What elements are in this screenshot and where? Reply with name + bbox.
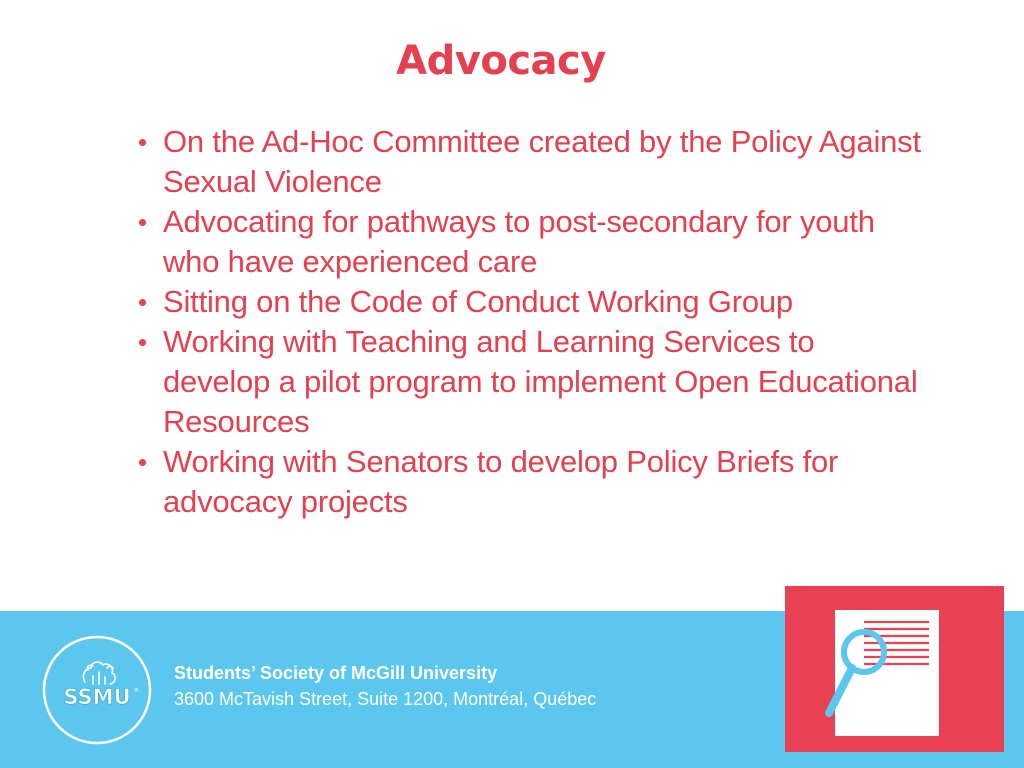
bullet-point-icon [139,139,146,146]
bullet-text: Working with Teaching and Learning Services to develop a pilot program to implement Open Educational Resources [163,324,918,439]
bullet-text: On the Ad-Hoc Committee created by the Policy Against Sexual Violence [163,124,921,199]
bullet-text: Sitting on the Code of Conduct Working Group [163,284,793,319]
org-name: Students’ Society of McGill University [174,663,498,683]
bullet-item [136,202,926,282]
bullet-item [136,122,926,202]
bullet-list [136,122,926,522]
bullet-item [136,442,926,522]
org-address: 3600 McTavish Street, Suite 1200, Montréal, Québec [174,689,597,709]
logo-text: SSMU [63,685,131,709]
bullet-text: Working with Senators to develop Policy Briefs for advocacy projects [163,444,839,519]
bullet-point-icon [139,459,146,466]
slide-title: Advocacy [396,38,606,84]
ssmu-logo [41,634,153,746]
document-search-icon [785,586,1004,752]
bullet-text: Advocating for pathways to post-secondary for youth who have experienced care [163,204,875,279]
bullet-point-icon [139,219,146,226]
bullet-point-icon [139,299,146,306]
bullet-item [136,322,926,442]
document-tile [785,586,1004,752]
bullet-item [136,282,926,322]
bullet-point-icon [139,339,146,346]
svg-text:®: ® [134,688,139,694]
